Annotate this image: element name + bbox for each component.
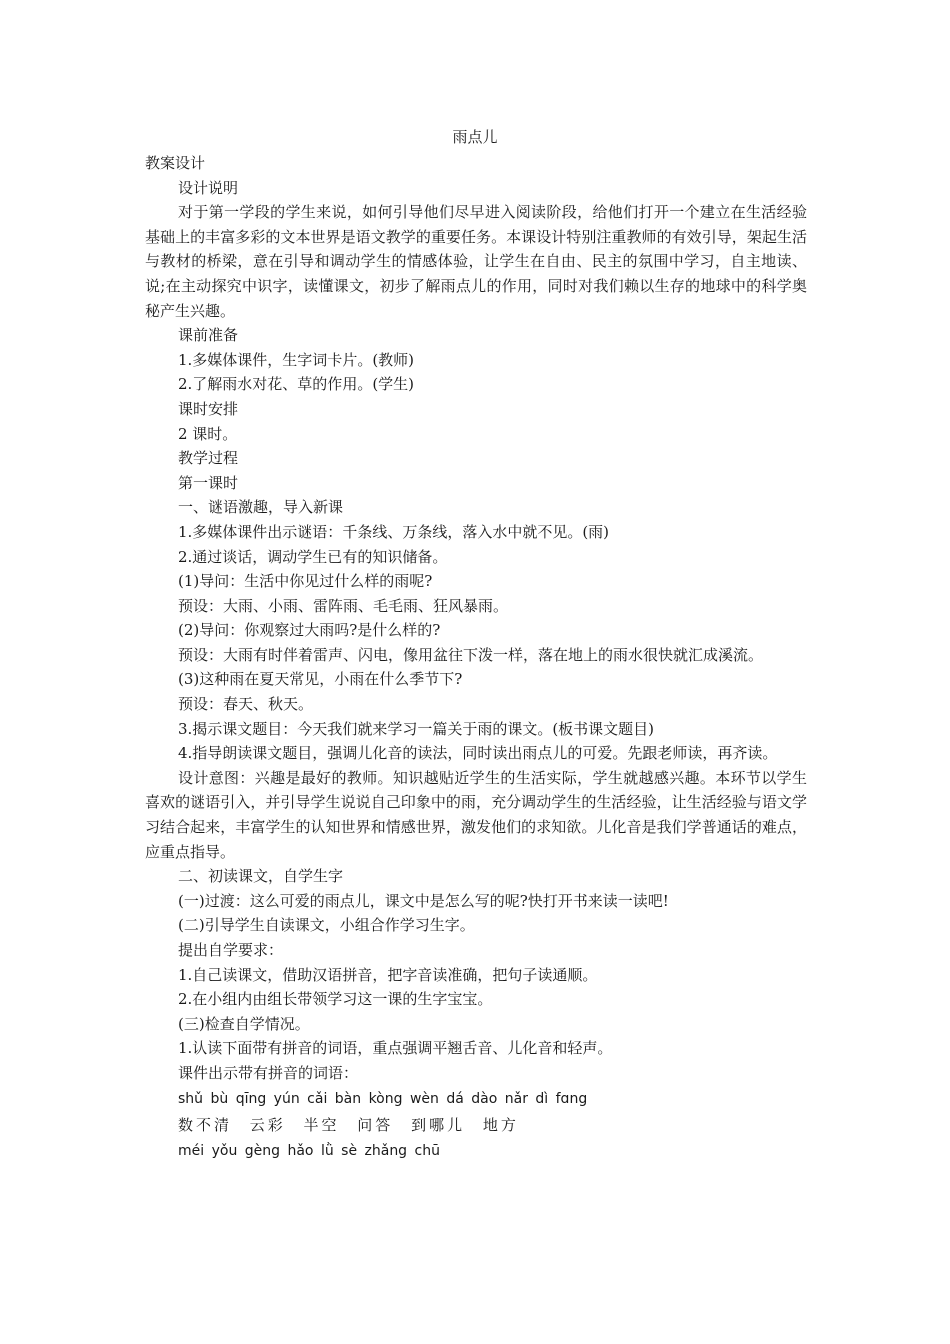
paragraph: (一)过渡：这么可爱的雨点儿，课文中是怎么写的呢?快打开书来读一读吧! (178, 891, 669, 910)
paragraph: (二)引导学生自读课文，小组合作学习生字。 (178, 916, 475, 935)
paragraph: 1.自己读课文，借助汉语拼音，把字音读准确，把句子读通顺。 (178, 965, 598, 984)
paragraph: 4.指导朗读课文题目，强调儿化音的读法，同时读出雨点儿的可爱。先跟老师读，再齐读。 (178, 744, 778, 763)
paragraph: 预设：大雨、小雨、雷阵雨、毛毛雨、狂风暴雨。 (178, 596, 509, 615)
paragraph: 1.认读下面带有拼音的词语，重点强调平翘舌音、儿化音和轻声。 (178, 1039, 613, 1058)
paragraph: (1)导问：生活中你见过什么样的雨呢? (178, 572, 433, 591)
document-body (145, 151, 807, 1164)
paragraph: 1.多媒体课件，生字词卡片。(教师) (178, 350, 415, 369)
vocabulary-line: 数不清 云彩 半空 问答 到哪儿 地方 (178, 1115, 519, 1134)
paragraph: 第一课时 (178, 473, 239, 492)
paragraph: 一、谜语激趣，导入新课 (178, 498, 344, 517)
paragraph: (2)导问：你观察过大雨吗?是什么样的? (178, 621, 441, 640)
paragraph: 2.在小组内由组长带领学习这一课的生字宝宝。 (178, 990, 493, 1009)
pinyin-line: shǔ bù qīng yún cǎi bàn kòng wèn dá dào nǎr dì fɑng (178, 1090, 588, 1107)
paragraph: 课前准备 (178, 326, 239, 345)
paragraph: 2.通过谈话，调动学生已有的知识储备。 (178, 547, 448, 566)
paragraph: 预设：大雨有时伴着雷声、闪电，像用盆往下泼一样，落在地上的雨水很快就汇成溪流。 (178, 645, 764, 664)
paragraph: 课件出示带有拼音的词语： (178, 1063, 359, 1082)
paragraph: 3.揭示课文题目：今天我们就来学习一篇关于雨的课文。(板书课文题目) (178, 719, 655, 738)
paragraph: 2.了解雨水对花、草的作用。(学生) (178, 375, 415, 394)
paragraph: 二、初读课文，自学生字 (178, 867, 344, 886)
paragraph: 课时安排 (178, 399, 239, 418)
paragraph: 设计意图：兴趣是最好的教师。知识越贴近学生的生活实际，学生就越感兴趣。本环节以学生喜欢的谜语引入，并引导学生说说自己印象中的雨，充分调动学生的生活经验，让生活经验与语文学习结合起来，丰富学生的认知世界和情感世界，激发他们的求知欲。儿化音是我们学普通话的难点，应重点指导。 (145, 768, 807, 861)
paragraph: 设计说明 (178, 178, 239, 197)
paragraph: 教学过程 (178, 449, 239, 468)
paragraph: 预设：春天、秋天。 (178, 695, 314, 714)
paragraph: 2 课时。 (178, 424, 238, 443)
paragraph: 教案设计 (145, 154, 206, 172)
paragraph: 对于第一学段的学生来说，如何引导他们尽早进入阅读阶段，给他们打开一个建立在生活经验基础上的丰富多彩的文本世界是语文教学的重要任务。本课设计特别注重教师的有效引导，架起生活与教材的桥梁，意在引导和调动学生的情感体验，让学生在自由、民主的氛围中学习，自主地读、说;在主动探究中识字，读懂课文，初步了解雨点儿的作用，同时对我们赖以生存的地球中的科学奥秘产生兴趣。 (145, 203, 807, 320)
pinyin-line: méi yǒu gèng hǎo lǜ sè zhǎng chū (178, 1142, 440, 1159)
paragraph: (3)这种雨在夏天常见，小雨在什么季节下? (178, 670, 463, 689)
document-title: 雨点儿 (452, 128, 498, 146)
paragraph: 提出自学要求： (178, 941, 284, 959)
paragraph: (三)检查自学情况。 (178, 1014, 310, 1033)
paragraph: 1.多媒体课件出示谜语：千条线、万条线，落入水中就不见。(雨) (178, 522, 610, 541)
